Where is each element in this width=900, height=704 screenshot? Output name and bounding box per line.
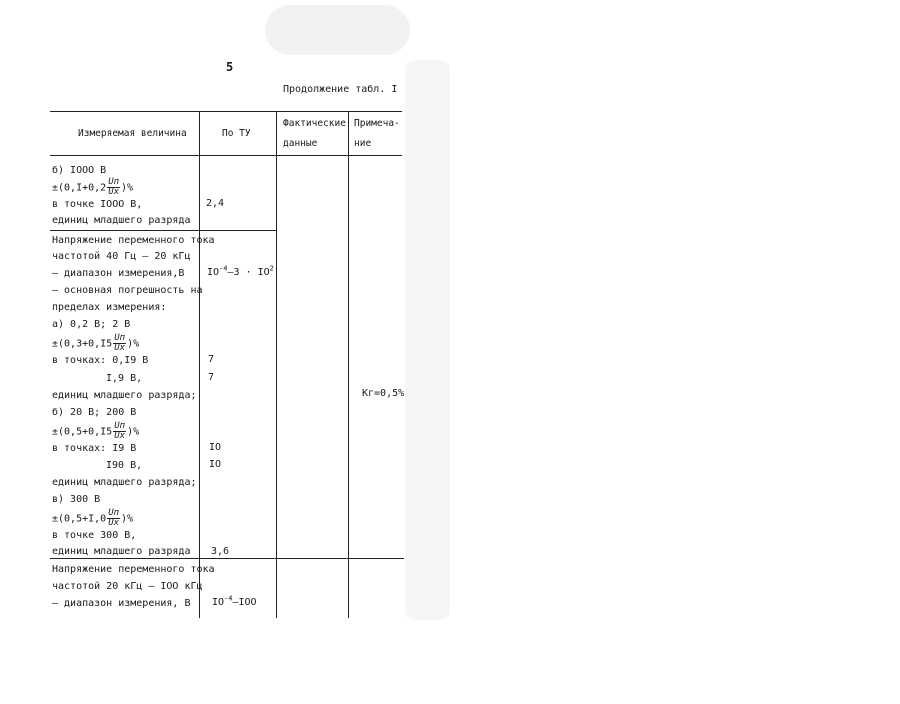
subrange-label: а) 0,2 В; 2 В (52, 319, 131, 330)
error-formula: ±(0,3+0,I5 $\frac{Uп}{Ux}$ )% (52, 333, 140, 353)
spec-value: 7 (208, 354, 215, 365)
scan-smudge (405, 60, 450, 620)
header-spec: По ТУ (222, 128, 251, 139)
error-formula: ±(0,I+0,2 $\frac{Uп}{Ux}$ )% (52, 177, 134, 197)
column-divider (276, 111, 277, 618)
error-formula: ±(0,5+0,I5 $\frac{Uп}{Ux}$ )% (52, 421, 140, 441)
subrange-label: в) 300 В (52, 494, 101, 505)
table-continuation-caption: Продолжение табл. I (283, 84, 398, 95)
point-label: в точке IООО В, (52, 199, 143, 210)
header-actual-data: Фактические данные (283, 118, 346, 149)
description-line: частотой 20 кГц – IOO кГц (52, 581, 203, 592)
spec-value: IO (209, 459, 222, 470)
description-line: Напряжение переменного тока (52, 564, 215, 575)
description-line: – основная погрешность на (52, 285, 203, 296)
spec-value: IO (209, 442, 222, 453)
fraction: $\frac{Uп}{Ux}$ (108, 508, 120, 528)
column-divider (199, 111, 200, 618)
spec-value: 3,6 (211, 546, 230, 557)
points-label: в точках: 0,I9 В (52, 355, 149, 366)
note-value: Кг=0,5% (362, 388, 405, 399)
header-bottom-rule (50, 155, 402, 156)
units-label: единиц младшего разряда (52, 215, 191, 226)
points-label: I90 В, (106, 460, 143, 471)
page-number: 5 (226, 60, 234, 74)
range-label: б) IООО В (52, 165, 107, 176)
units-label: единиц младшего разряда; (52, 390, 197, 401)
table-top-rule (50, 111, 402, 112)
fraction: $\frac{Uп}{Ux}$ (114, 333, 126, 353)
description-line: частотой 40 Гц – 20 кГц (52, 251, 191, 262)
column-divider (348, 111, 349, 618)
description-line: пределах измерения: (52, 302, 167, 313)
points-label: в точках: I9 В (52, 443, 137, 454)
spec-range: $IO^{-4}-3 \cdot IO^2$ (207, 264, 274, 278)
header-measured-quantity: Измеряемая величина (78, 128, 187, 139)
units-label: единиц младшего разряда (52, 546, 191, 557)
units-label: единиц младшего разряда; (52, 477, 197, 488)
description-line: Напряжение переменного тока (52, 235, 215, 246)
error-formula: ±(0,5+I,0 $\frac{Uп}{Ux}$ )% (52, 508, 134, 528)
spec-range: $IO^{-4}$–IOO (212, 594, 257, 608)
subrange-label: б) 20 В; 200 В (52, 407, 137, 418)
scan-smudge (265, 5, 410, 55)
section-divider-rule (50, 230, 276, 231)
header-note: Примеча- ние (354, 118, 400, 149)
fraction: $\frac{Uп}{Ux}$ (108, 177, 120, 197)
point-label: в точке 300 В, (52, 530, 137, 541)
fraction: $\frac{Uп}{Ux}$ (114, 421, 126, 441)
points-label: I,9 В, (106, 373, 143, 384)
spec-value: 2,4 (206, 198, 225, 209)
spec-value: 7 (208, 372, 215, 383)
description-line: – диапазон измерения, В (52, 598, 191, 609)
description-line: – диапазон измерения,В (52, 268, 185, 279)
